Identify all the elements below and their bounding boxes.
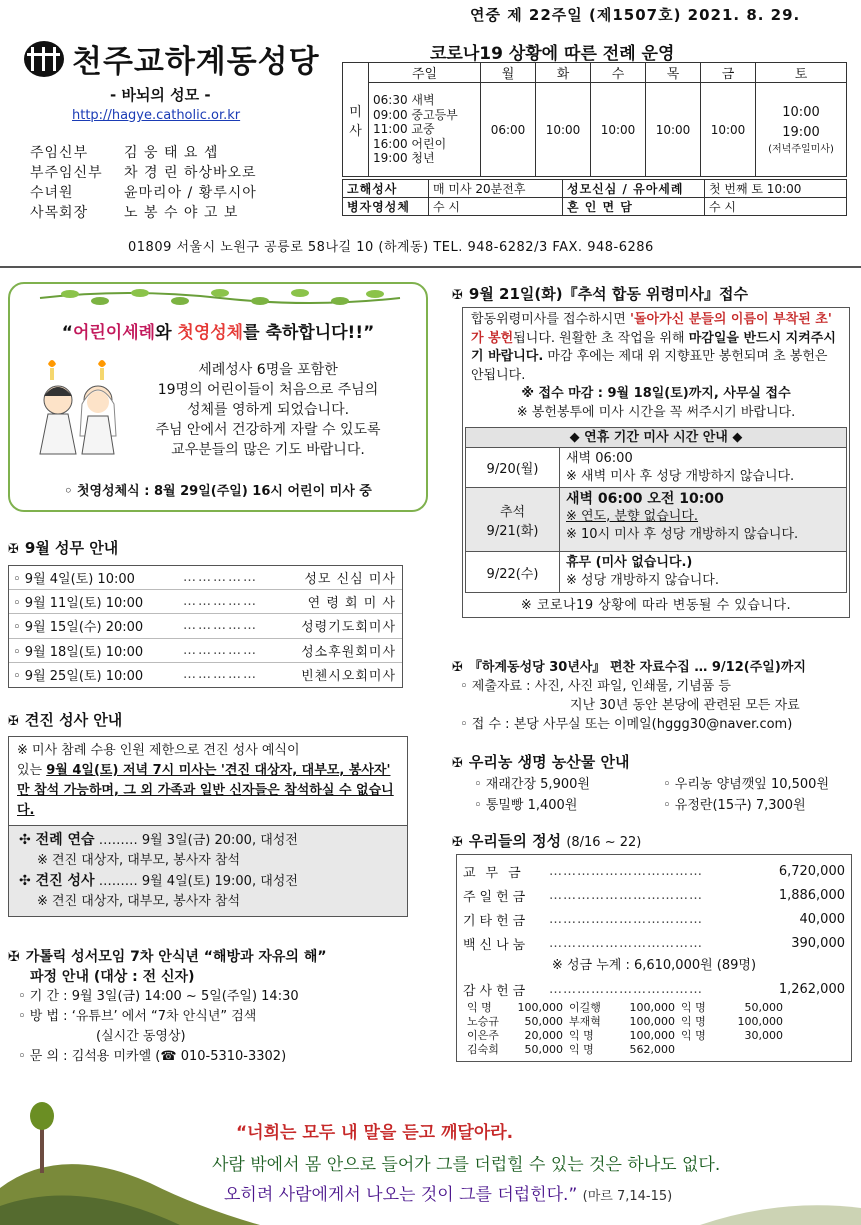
church-name: 천주교하계동성당	[72, 44, 320, 80]
day-header: 주일	[369, 63, 481, 83]
staff-list	[30, 142, 320, 222]
table-row: 교무금 …………………………… 6,720,000	[463, 863, 845, 881]
table-row: 9/20(월) 새벽 06:00 ※ 새벽 미사 후 성당 개방하지 않습니다.	[466, 448, 846, 488]
meeting-value: 수 시	[705, 198, 847, 216]
confession-value: 매 미사 20분전후	[429, 180, 563, 198]
list-item: ◦ 재래간장 5,900원	[474, 777, 590, 792]
church-url-link[interactable]: http://hagye.catholic.or.kr	[72, 108, 241, 123]
staff-row: 주임신부 김 웅 태 요 셉	[30, 145, 219, 161]
day-header: 수	[591, 63, 646, 83]
day-header: 목	[646, 63, 701, 83]
day-header: 월	[481, 63, 536, 83]
verse-line-2: 사람 밖에서 몸 안으로 들어가 그를 더럽힐 수 있는 것은 하나도 없다.	[212, 1155, 721, 1175]
header-divider	[0, 266, 861, 268]
offering-total: ※ 성금 누계 : 6,610,000원 (89명)	[551, 958, 757, 973]
leaf-vine-icon	[30, 284, 410, 308]
list-item: ◦ 9월 25일(토) 10:00 …………… 빈첸시오회미사	[13, 667, 396, 685]
first-communion-note: ◦ 첫영성체식 : 8월 29일(주일) 16시 어린이 미사 중	[64, 484, 372, 499]
list-item: ◦ 9월 15일(수) 20:00 …………… 성령기도회미사	[9, 614, 402, 638]
sick-label: 병자영성체	[343, 198, 429, 216]
baptism-title: “어린이세례와 첫영성체를 축하합니다!!”	[61, 323, 375, 343]
offering-title: ✠ 우리들의 정성 (8/16 ~ 22)	[452, 832, 642, 850]
church-emblem-icon	[22, 39, 66, 79]
mass-row-label: 미 사	[343, 63, 369, 177]
holiday-mass-table: ◆ 연휴 기간 미사 시간 안내 ◆ 9/20(월) 새벽 06:00 ※ 새벽 미사 후 성당 개방하지 않습니다. 추석 9/21(화) 새벽 06:00 오전 10:00 ※ 연도, 분향 없습니다. ※ 10시 미사 후 성당 개방하지 않습니다. 9/22(수) 휴무 (미사 없습니다.) ※ 성당 개방하지 않습니다.	[465, 427, 847, 593]
september-title: ✠ 9월 성무 안내	[8, 539, 119, 557]
staff-row: 부주임신부 차 경 린 하상바오로	[30, 165, 257, 181]
table-row: 기타헌금 …………………………… 40,000	[463, 911, 845, 929]
baptism-box	[8, 282, 428, 512]
weekday-mass: 10:00	[536, 83, 591, 177]
infant-value: 첫 번째 토 10:00	[705, 180, 847, 198]
bible-study-notice: ✠ 가톨릭 성서모임 7차 안식년 “해방과 자유의 해” 파정 안내 (대상 : 전 신자) ◦ 기 간 : 9월 3일(금) 14:00 ~ 5일(주일) 14:30 ◦ 방 법 : ‘유튜브’ 에서 “7차 안식년” 검색 (실시간 동영상) ◦ 문 의 : 김석용 미카엘 (☎ 010-5310-3302)	[8, 949, 327, 1064]
table-row: 백신나눔 …………………………… 390,000	[463, 935, 845, 953]
staff-row: 사목회장 노 봉 수 야 고 보	[30, 205, 239, 221]
donor-list: 익 명 100,000 이길행 100,000 익 명 50,000 노승규 50,000 부재혁 100,000 익 명 100,000 이은주 20,000 익 명 100,000 익 명 30,000 김숙희 50,000 익 명 562,000	[467, 1001, 783, 1056]
day-header: 토	[756, 63, 847, 83]
church-address: 01809 서울시 노원구 공릉로 58나길 10 (하계동) TEL. 948-6282/3 FAX. 948-6286	[128, 240, 654, 255]
confirmation-schedule: ✣ 전례 연습 ……… 9월 3일(금) 20:00, 대성전 ※ 견진 대상자, 대부모, 봉사자 참석 ✣ 견진 성사 ……… 9월 4일(토) 19:00, 대성전 ※ 견진 대상자, 대부모, 봉사자 참석	[9, 825, 407, 916]
infant-label: 성모신심 / 유아세례	[563, 180, 705, 198]
day-header: 화	[536, 63, 591, 83]
mass-schedule-table	[342, 62, 847, 177]
list-item: ◦ 통밀빵 1,400원	[474, 798, 578, 813]
history-notice: ✠ 『하계동성당 30년사』 편찬 자료수집 … 9/12(주일)까지 ◦ 제출자료 : 사진, 사진 파일, 인쇄물, 기념품 등 지난 30년 동안 본당에 관련된 모든 자료 ◦ 접 수 : 본당 사무실 또는 이메일(hggg30@naver.com)	[452, 660, 806, 732]
september-list	[8, 565, 403, 688]
list-item: ◦ 9월 4일(토) 10:00 …………… 성모 신심 미사	[9, 566, 402, 590]
confession-label: 고해성사	[343, 180, 429, 198]
memorial-footer: ※ 코로나19 상황에 따라 변동될 수 있습니다.	[520, 598, 792, 613]
staff-row: 수녀원 윤마리아 / 황루시아	[30, 185, 257, 201]
farm-products: ✠ 우리농 생명 농산물 안내 ◦ 재래간장 5,900원 ◦ 우리농 양념깻잎 10,500원 ◦ 통밀빵 1,400원 ◦ 유정란(15구) 7,300원	[452, 752, 852, 816]
list-item: ◦ 9월 18일(토) 10:00 …………… 성소후원회미사	[9, 639, 402, 663]
meeting-label: 혼 인 면 담	[563, 198, 705, 216]
confirmation-box	[8, 736, 408, 917]
confirmation-notice: ※ 미사 참례 수용 인원 제한으로 견진 성사 예식이 있는 9월 4일(토) 저녁 7시 미사는 '견진 대상자, 대부모, 봉사자' 만 참석 가능하며, 그 외 가족과 일반 신자들은 참석하실 수 없습니다.	[17, 743, 394, 818]
day-header: 금	[701, 63, 756, 83]
issue-info: 연중 제 22주일 (제1507호) 2021. 8. 29.	[470, 6, 801, 24]
table-row: 추석 9/21(화) 새벽 06:00 오전 10:00 ※ 연도, 분향 없습니다. ※ 10시 미사 후 성당 개방하지 않습니다.	[466, 488, 846, 552]
weekday-mass: 10:00	[646, 83, 701, 177]
list-item: ◦ 유정란(15구) 7,300원	[663, 798, 806, 813]
table-row: 주일헌금 …………………………… 1,886,000	[463, 887, 845, 905]
memorial-title: ✠ 9월 21일(화)『추석 합동 위령미사』접수	[452, 285, 748, 303]
weekday-mass: 10:00	[591, 83, 646, 177]
memorial-notice: 합동위령미사를 접수하시면 '돌아가신 분들의 이름이 부착된 초' 가 봉헌됩니다. 원활한 초 작업을 위해 마감일을 반드시 지켜주시기 바랍니다. 마감 후에는 제대 위 지향표만 봉헌되며 초 봉헌은 안됩니다. ※ 접수 마감 : 9월 18일(토)까지, 사무실 접수 ※ 봉헌봉투에 미사 시간을 꼭 써주시기 바랍니다.	[471, 312, 836, 420]
table-row: 9/22(수) 휴무 (미사 없습니다.) ※ 성당 개방하지 않습니다.	[466, 552, 846, 592]
offering-box	[456, 854, 852, 1062]
list-item: ◦ 9월 11일(토) 10:00 …………… 연 령 회 미 사	[9, 590, 402, 614]
weekday-mass: 06:00	[481, 83, 536, 177]
church-logo	[22, 36, 320, 81]
confirmation-title: ✠ 견진 성사 안내	[8, 711, 123, 729]
sick-value: 수 시	[429, 198, 563, 216]
list-item: ◦ 우리농 양념깻잎 10,500원	[663, 777, 830, 792]
sunday-masses: 06:30 새벽 09:00 중고등부 11:00 교중 16:00 어린이 19:00 청년	[369, 83, 481, 177]
baptism-message: 세례성사 6명을 포함한 19명의 어린이들이 처음으로 주님의 성체를 영하게 되었습니다. 주님 안에서 건강하게 자랄 수 있도록 교우분들의 많은 기도 바랍니다.	[155, 362, 381, 458]
memorial-box	[462, 307, 850, 618]
verse-line-3: 오히려 사람에게서 나오는 것이 그를 더럽힌다.” (마르 7,14-15)	[224, 1185, 673, 1205]
saturday-masses: 10:00 19:00 (저녁주일미사)	[756, 83, 847, 177]
sacrament-table	[342, 179, 847, 216]
verse-line-1: “너희는 모두 내 말을 듣고 깨달아라.	[236, 1123, 514, 1143]
weekday-mass: 10:00	[701, 83, 756, 177]
church-subtitle: - 바뇌의 성모 -	[110, 86, 211, 104]
table-row: 감사헌금 …………………………… 1,262,000	[463, 981, 845, 999]
praying-children-icon	[30, 356, 125, 456]
mass-schedule-title: 코로나19 상황에 따른 전례 운영	[430, 44, 675, 64]
